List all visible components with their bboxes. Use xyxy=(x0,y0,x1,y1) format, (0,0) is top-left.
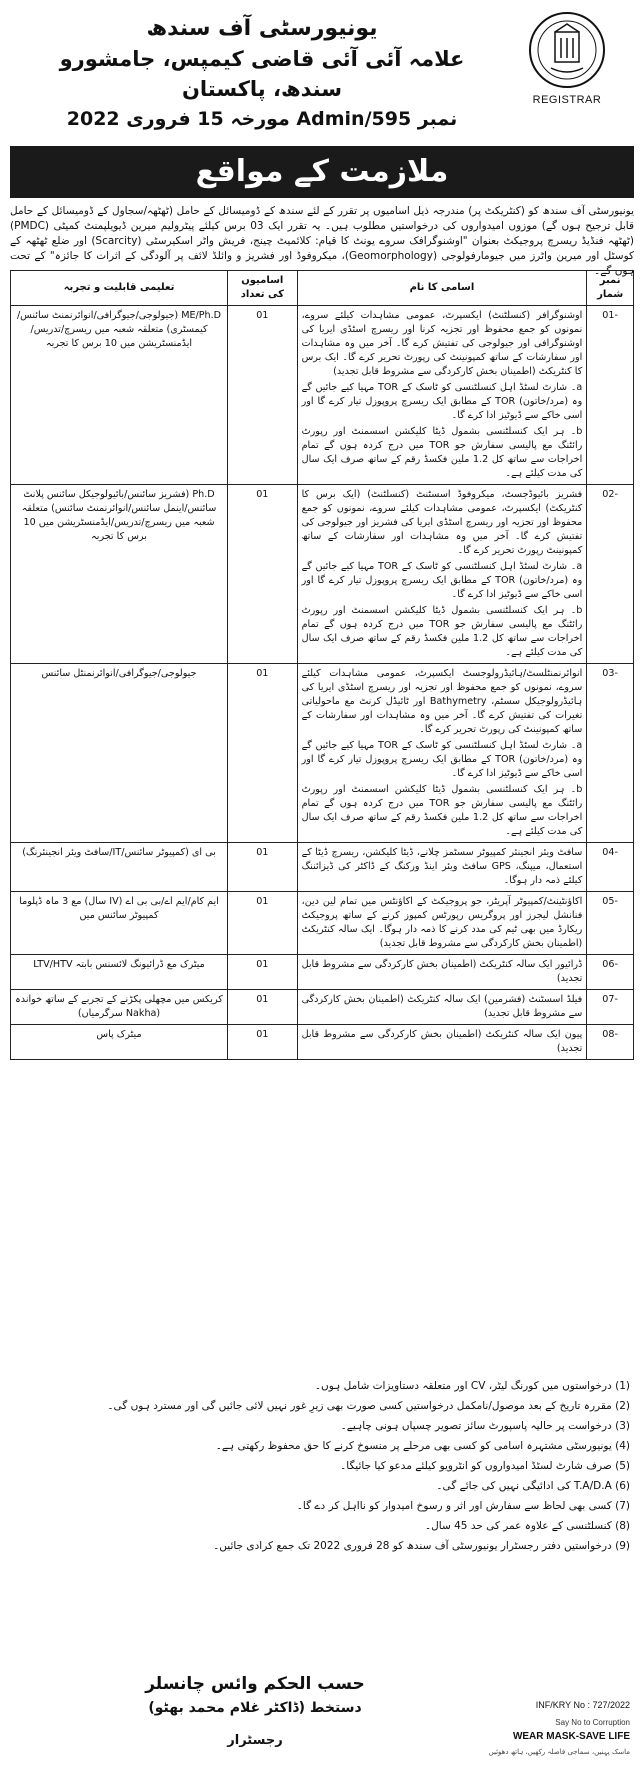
condition-item: (4) یونیورسٹی مشتہرہ اسامی کو کسی بھی مرحلے پر منسوخ کرنے کا حق محفوظ رکھتی ہے۔ xyxy=(215,1440,630,1452)
row-count: 01 xyxy=(228,306,298,485)
signature-block xyxy=(140,1672,370,1752)
conditions-list xyxy=(14,1376,630,1556)
row-count: 01 xyxy=(228,1025,298,1060)
table-row xyxy=(11,955,634,990)
condition-item: (8) کنسلٹنسی کے علاوہ عمر کی حد 45 سال۔ xyxy=(424,1520,630,1532)
table-row xyxy=(11,843,634,892)
registrar-caption: REGISTRAR xyxy=(532,94,602,106)
title-banner: ملازمت کے مواقع xyxy=(10,146,634,198)
wear-mask-slogan: WEAR MASK-SAVE LIFE xyxy=(512,1731,630,1742)
post-bullet-b: b۔ ہر ایک کنسلٹنسی بشمول ڈیٹا کلیکشن اسسمنٹ اور رپورٹ رائٹنگ مع پالیسی سفارش جو TOR میں درج کردہ ہوں گے تمام اخراجات سے ساتھ کل 1.2 ملین فکسڈ رقم کے ساتھ صرف ایک سال کی مدت کیلئے ہے۔ xyxy=(301,426,583,479)
row-count: 01 xyxy=(228,892,298,955)
table-row xyxy=(11,485,634,664)
table-row xyxy=(11,1025,634,1060)
row-number: -04 xyxy=(587,843,634,892)
header-qualification: تعلیمی قابلیت و تجربہ xyxy=(11,271,228,306)
row-qualification: جیولوجی/جیوگرافی/انوائرنمنٹل سائنس xyxy=(11,664,228,843)
row-post xyxy=(297,306,587,485)
row-number: -06 xyxy=(587,955,634,990)
row-post: فیلڈ اسسٹنٹ (فشرمین) ایک سالہ کنٹریکٹ (اطمینان بخش کارکردگی سے مشروط قابل تجدید) xyxy=(297,990,587,1025)
logo-block xyxy=(512,10,622,106)
table-row xyxy=(11,306,634,485)
reference-line: نمبر Admin/595 مورخہ 15 فروری 2022 xyxy=(66,108,458,130)
condition-item: (3) درخواست پر حالیہ پاسپورٹ سائز تصویر چسپاں ہونی چاہیے۔ xyxy=(340,1420,630,1432)
row-qualification: میٹرک پاس xyxy=(11,1025,228,1060)
signatory-designation: رجسٹرار xyxy=(227,1733,283,1748)
condition-item: (9) درخواستیں دفتر رجسٹرار یونیورسٹی آف سندھ کو 28 فروری 2022 تک جمع کرادی جائیں۔ xyxy=(213,1540,630,1552)
row-post xyxy=(297,664,587,843)
header xyxy=(0,0,644,140)
table-header-row xyxy=(11,271,634,306)
campus-line: علامہ آئی آئی قاضی کیمپس، جامشورو سندھ، پاکستان xyxy=(59,47,465,101)
row-count: 01 xyxy=(228,664,298,843)
row-number: -03 xyxy=(587,664,634,843)
row-number: -08 xyxy=(587,1025,634,1060)
post-bullet-b: b۔ ہر ایک کنسلٹنسی بشمول ڈیٹا کلیکشن اسسمنٹ اور رپورٹ رائٹنگ مع پالیسی سفارش جو TOR میں درج کردہ ہوں گے تمام اخراجات سے ساتھ کل 1.2 ملین فکسڈ رقم کے ساتھ صرف ایک سال کی مدت کیلئے ہے۔ xyxy=(301,605,583,658)
row-post xyxy=(297,485,587,664)
header-number: نمبر شمار xyxy=(587,271,634,306)
condition-item: (6) T.A/D.A کی ادائیگی نہیں کی جائے گی۔ xyxy=(436,1480,630,1492)
row-number: -01 xyxy=(587,306,634,485)
header-count: اسامیوں کی تعداد xyxy=(228,271,298,306)
row-qualification: ME/Ph.D (جیولوجی/جیوگرافی/انوائرنمنٹ سائنس/کیمسٹری) متعلقہ شعبہ میں ریسرچ/تدریس/ایڈمنسٹریشن میں 10 برس کا تجربہ xyxy=(11,306,228,485)
inf-number: INF/KRY No : 727/2022 xyxy=(535,1700,630,1710)
row-post: سافٹ ویئر انجینئر کمپیوٹر سسٹمز چلانے، ڈیٹا کلیکشن، ریسرچ ڈیٹا کے استعمال، میپنگ، GPS سافٹ ویئر اینڈ ورکنگ کے ڈاکٹر کی ڈیزائننگ کیلئے ذمہ دار ہوگا۔ xyxy=(297,843,587,892)
jobs-table xyxy=(10,270,634,1060)
intro-paragraph: یونیورسٹی آف سندھ کو (کنٹریکٹ پر) مندرجہ ذیل اسامیوں پر تقرر کے لئے سندھ کے ڈومیسائل کے حامل (ٹھٹھہ/سجاول کے ڈومیسائل کے حامل قابل ترجیح ہوں گے) موزوں امیدواروں کی درخواستیں مطلوب ہیں۔ یہ تقرر ایک 03 برس کیلئے پیٹرولیم میرین ڈیویلپمنٹ کمیٹی (PMDC) (ٹھٹھہ فنڈیڈ ریسرچ پروجیکٹ بعنوان "اوشنوگرافک سروے یونٹ کا قیام: کلائمیٹ چینج، فریش واٹر اسکیرسٹی (Scarcity) اور ضلع ٹھٹھہ کے کوسٹل اور میرین واٹرز میں جیومارفولوجی (Geomorphology)، میکروفوڈ اور فشریز و وائلڈ لائف پر آلودگی کے اثرات کا جائزہ" کے تحت ہوں گے۔ xyxy=(10,205,635,277)
university-seal-icon xyxy=(527,10,607,90)
covid-advice-text: ماسک پہنیں، سماجی فاصلہ رکھیں، ہاتھ دھوئیں xyxy=(488,1748,630,1756)
row-post: اکاؤنٹینٹ/کمپیوٹر آپریٹر، جو پروجیکٹ کے اکاؤنٹس میں تمام لین دین، فنانشل لیجرز اور پروگریس رپورٹس کمپوز کرنے کے ساتھ پروجیکٹ ریکارڈ میں بھی ٹیم کی مدد کرنے کا ذمہ دار ہوگا۔ ایک سالہ کنٹریکٹ (اطمینان بخش کارکردگی سے مشروط قابل تجدید) xyxy=(297,892,587,955)
post-description: فشریز بائیوڈجسٹ، میکروفوڈ اسسٹنٹ (کنسلٹنٹ) (ایک برس کا کنٹریکٹ) ایکسپرٹ، عمومی مشاہدات کیلئے سروے، نمونوں کو جمع محفوظ اور تجزیہ اور ریسرچ اسٹڈی ایریا کی فشریز اور جیولوجی کی تفتیش کرے گا۔ آخر میں وہ مشاہدات اور سفارشات کے ساتھ کمپونینٹ رپورٹ تحریر کرے گا۔ xyxy=(301,489,583,556)
row-qualification: بی ای (کمپیوٹر سائنس/IT/سافٹ ویئر انجینئرنگ) xyxy=(11,843,228,892)
row-qualification: کریکس میں مچھلی پکڑنے کے تجربے کے ساتھ خواندہ (Nakha سرگرمیاں) xyxy=(11,990,228,1025)
post-bullet-b: b۔ ہر ایک کنسلٹنسی بشمول ڈیٹا کلیکشن اسسمنٹ اور رپورٹ رائٹنگ مع پالیسی سفارش جو TOR میں درج کردہ ہوں گے تمام اخراجات سے ساتھ کل 1.2 ملین فکسڈ رقم کے ساتھ صرف ایک سال کی مدت کیلئے ہے۔ xyxy=(301,784,583,837)
post-bullet-a: a۔ شارٹ لسٹڈ اہل کنسلٹنسی کو ٹاسک کے TOR مہیا کیے جائیں گے وہ (مرد/خاتون) TOR کے مطابق ایک ریسرچ پروپوزل تیار کرے گا اور اسی خاکے سے ڈیوٹیز ادا کرے گا۔ xyxy=(301,561,583,600)
row-qualification: Ph.D (فشریز سائنس/بائیولوجیکل سائنس پلانٹ سائنس/اینمل سائنس/انوائرنمنٹ سائنس) متعلقہ شعبہ میں ریسرچ/تدریس/ایڈمنسٹریشن میں 10 برس کا تجربہ xyxy=(11,485,228,664)
row-qualification: میٹرک مع ڈرائیونگ لائسنس بابتہ LTV/HTV xyxy=(11,955,228,990)
row-qualification: ایم کام/ایم اے/بی بی اے (IV سال) مع 3 ماہ ڈپلوما کمپیوٹر سائنس میں xyxy=(11,892,228,955)
post-bullet-a: a۔ شارٹ لسٹڈ اہل کنسلٹنسی کو ٹاسک کے TOR مہیا کیے جائیں گے وہ (مرد/خاتون) TOR کے مطابق ایک ریسرچ پروپوزل تیار کرے گا اور اسی خاکے سے ڈیوٹیز ادا کرے گا۔ xyxy=(301,740,583,779)
header-text xyxy=(22,14,502,134)
condition-item: (2) مقررہ تاریخ کے بعد موصول/نامکمل درخواستیں کسی صورت بھی زیرِ غور نہیں لائی جائیں گی اور مسترد ہوں گی۔ xyxy=(107,1400,630,1412)
row-count: 01 xyxy=(228,485,298,664)
post-description: اوشنوگرافر (کنسلٹنٹ) ایکسپرٹ، عمومی مشاہدات کیلئے سروے، نمونوں کو جمع محفوظ اور تجزیہ کرنا اور ریسرچ اسٹڈی ایریا کی اوشنوگرافی اور جیولوجی کی تفتیش کرے گا۔ آخر میں وہ مشاہدات اور سفارشات کے ساتھ کمپونینٹ کی رپورٹ تحریر کرے گا۔ ایک برس کا کنٹریکٹ (اطمینان بخش کارکردگی سے مشروط قابل تجدید) xyxy=(301,310,583,377)
row-post: پیون ایک سالہ کنٹریکٹ (اطمینان بخش کارکردگی سے مشروط قابل تجدید) xyxy=(297,1025,587,1060)
row-count: 01 xyxy=(228,990,298,1025)
table-row xyxy=(11,892,634,955)
vc-line: حسب الحکم وائس چانسلر xyxy=(145,1674,365,1694)
row-count: 01 xyxy=(228,955,298,990)
row-number: -07 xyxy=(587,990,634,1025)
row-number: -02 xyxy=(587,485,634,664)
university-name: یونیورسٹی آف سندھ xyxy=(146,16,378,41)
table-row xyxy=(11,664,634,843)
post-bullet-a: a۔ شارٹ لسٹڈ اہل کنسلٹنسی کو ٹاسک کے TOR مہیا کیے جائیں گے وہ (مرد/خاتون) TOR کے مطابق ایک ریسرچ پروپوزل تیار کرے گا اور اسی خاکے سے ڈیوٹیز ادا کرے گا۔ xyxy=(301,382,583,421)
condition-item: (1) درخواستوں میں کورنگ لیٹر، CV اور متعلقہ دستاویزات شامل ہوں۔ xyxy=(314,1380,630,1392)
condition-item: (7) کسی بھی لحاظ سے سفارش اور اثر و رسوخ امیدوار کو نااہل کر دے گا۔ xyxy=(296,1500,630,1512)
signatory-name: دستخط (ڈاکٹر غلام محمد بھٹو) xyxy=(148,1700,362,1716)
row-post: ڈرائیور ایک سالہ کنٹریکٹ (اطمینان بخش کارکردگی سے مشروط قابل تجدید) xyxy=(297,955,587,990)
row-number: -05 xyxy=(587,892,634,955)
anti-corruption-text: Say No to Corruption xyxy=(555,1718,630,1727)
condition-item: (5) صرف شارٹ لسٹڈ امیدواروں کو انٹرویو کیلئے مدعو کیا جائیگا۔ xyxy=(340,1460,630,1472)
table-row xyxy=(11,990,634,1025)
post-description: انوائرنمنٹلسٹ/ہائیڈرولوجسٹ ایکسپرٹ، عمومی مشاہدات کیلئے سروے، نمونوں کو جمع محفوظ اور تجزیہ اور ریسرچ اسٹڈی ایریا کی ہائیڈرولوجیکل سسٹم، Bathymetry اور ٹائیڈل کرنٹ مع ماحولیاتی تغیرات کی تفتیش کرے گا۔ آخر میں وہ مشاہدات اور سفارشات کے ساتھ کمپونینٹ کی رپورٹ تحریر کرے گا۔ xyxy=(301,668,583,735)
header-post: اسامی کا نام xyxy=(297,271,587,306)
row-count: 01 xyxy=(228,843,298,892)
